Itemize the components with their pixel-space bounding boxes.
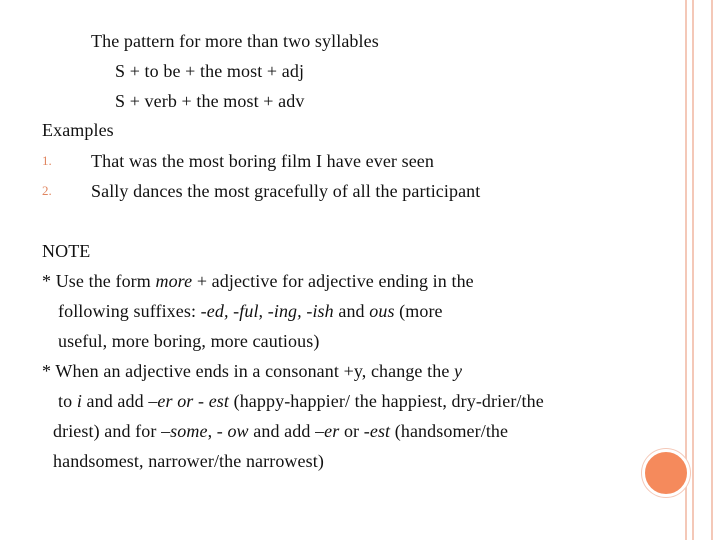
decorative-border-line [711, 0, 713, 540]
note-heading: NOTE [42, 241, 91, 261]
note-rule-2-line-4: handsomest, narrower/the narrowest) [53, 451, 324, 471]
example-text: That was the most boring film I have ever seen [91, 151, 434, 171]
note-rule-2-line-2: to i and add –er or - est (happy-happier/ the happiest, dry-drier/the [58, 391, 544, 411]
example-number: 2. [42, 183, 52, 198]
note-rule-1-line-1: * Use the form more + adjective for adjective ending in the [42, 271, 474, 291]
decorative-border-line [692, 0, 694, 540]
examples-heading: Examples [42, 120, 114, 140]
decorative-circle [642, 449, 690, 497]
note-rule-1-line-3: useful, more boring, more cautious) [58, 331, 320, 351]
formula-adverb: S + verb + the most + adv [115, 91, 305, 111]
pattern-heading: The pattern for more than two syllables [91, 31, 379, 51]
note-rule-1-line-2: following suffixes: -ed, -ful, -ing, -ish and ous (more [58, 301, 443, 321]
example-text: Sally dances the most gracefully of all the participant [91, 181, 481, 201]
note-rule-2-line-1: * When an adjective ends in a consonant +y, change the y [42, 361, 463, 381]
formula-adjective: S + to be + the most + adj [115, 61, 305, 81]
note-rule-2-line-3: driest) and for –some, - ow and add –er or -est (handsomer/the [53, 421, 509, 441]
example-number: 1. [42, 153, 52, 168]
